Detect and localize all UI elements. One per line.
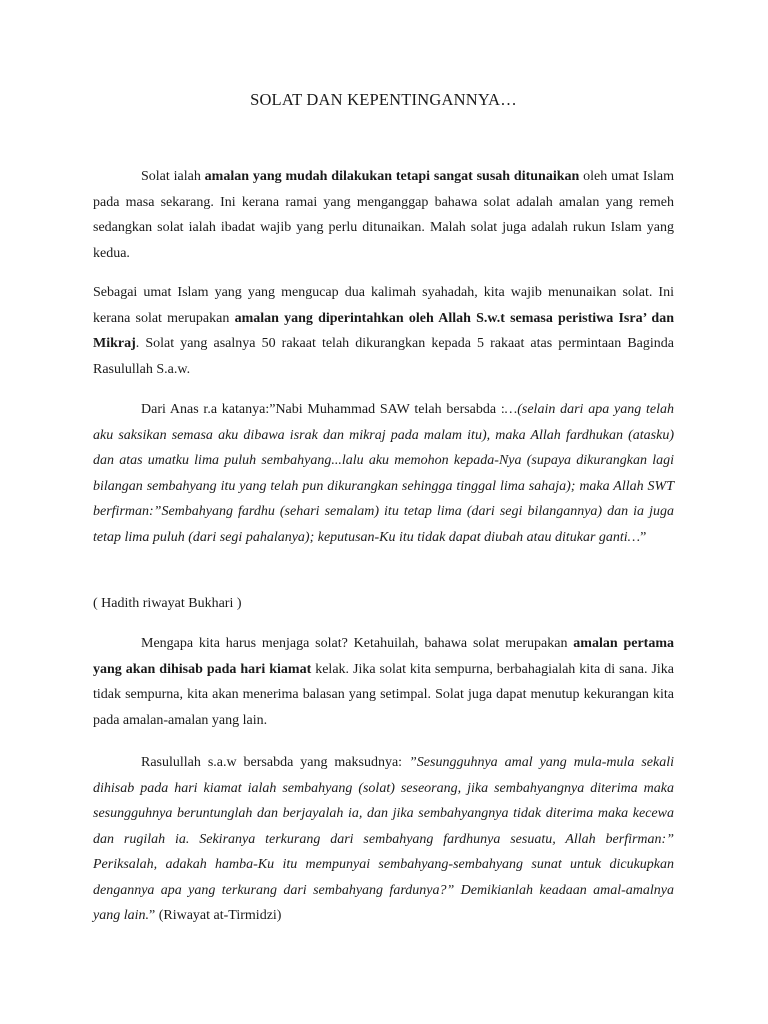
- paragraph-1-text-a: Solat ialah: [141, 169, 205, 184]
- paragraph-3-italic-quote: …(selain dari apa yang telah aku saksikan semasa aku dibawa israk dan mikraj pada malam itu), maka Allah fardhukan (atasku) dan atas umatku lima puluh sembahyang...lalu aku memohon kepada-Nya (supaya dikurangkan lagi bilangan sembahyang itu yang telah pun dikurangkan sehingga tinggal lima sahaja); maka Allah SWT berfirman:”Sembahyang fardhu (sehari semalam) itu tetap lima (dari segi bilangannya) dan ia juga tetap lima puluh (dari segi pahalanya); keputusan-Ku itu tidak dapat diubah atau ditukar ganti…: [93, 402, 674, 545]
- paragraph-5-text-c: kelak. Jika solat kita sempurna, berbahagialah kita di sana. Jika tidak sempurna, kita akan menerima balasan yang setimpal. Solat juga dapat menutup kekurangan kita pada amalan-amalan yang lain.: [93, 661, 674, 728]
- paragraph-6-italic-quote: ”Sesungguhnya amal yang mula-mula sekali dihisab pada hari kiamat ialah sembahyang (solat) seseorang, jika sembahyangnya diterima maka sesungguhnya beruntunglah dan berjayalah ia, dan jika sembahyangnya tidak diterima maka kecewa dan rugilah ia. Sekiranya terkurang dari sembahyang fardhunya sesuatu, Allah berfirman:” Periksalah, adakah hamba-Ku itu mempunyai sembahyang-sembahyang sunat untuk dicukupkan dengannya apa yang terkurang dari sembahyang fardunya?” Demikianlah keadaan amal-amalnya yang lain.: [93, 755, 674, 923]
- paragraph-3-hadith: [93, 397, 674, 550]
- paragraph-3-text-c: ”: [640, 529, 647, 545]
- paragraph-1-bold: amalan yang mudah dilakukan tetapi sangat susah ditunaikan: [204, 169, 580, 184]
- paragraph-5-bold: amalan pertama yang akan dihisab pada hari kiamat: [93, 636, 674, 677]
- paragraph-5: [93, 631, 674, 733]
- paragraph-2: [93, 280, 674, 382]
- paragraph-6-hadith: [93, 750, 674, 929]
- paragraph-1: [93, 164, 674, 266]
- paragraph-1-text-c: oleh umat Islam pada masa sekarang. Ini kerana ramai yang menganggap bahawa solat adalah amalan yang remeh sedangkan solat ialah ibadat wajib yang perlu ditunaikan. Malah solat juga adalah rukun Islam yang kedua.: [93, 169, 674, 261]
- hadith-source: ( Hadith riwayat Bukhari ): [93, 596, 242, 611]
- paragraph-5-text-a: Mengapa kita harus menjaga solat? Ketahuilah, bahawa solat merupakan: [141, 636, 574, 651]
- paragraph-6-text-c: ” (Riwayat at-Tirmidzi): [149, 908, 282, 923]
- paragraph-2-bold: amalan yang diperintahkan oleh Allah S.w.t semasa peristiwa Isra’ dan Mikraj: [93, 310, 674, 351]
- paragraph-6-text-a: Rasulullah s.a.w bersabda yang maksudnya:: [141, 755, 410, 770]
- paragraph-3-text-a: Dari Anas r.a katanya:”Nabi Muhammad SAW telah bersabda :: [141, 402, 505, 417]
- paragraph-2-text-c: . Solat yang asalnya 50 rakaat telah dikurangkan kepada 5 rakaat atas permintaan Baginda Rasulullah S.a.w.: [93, 336, 674, 377]
- document-title: SOLAT DAN KEPENTINGANNYA…: [250, 90, 517, 109]
- paragraph-2-text-a: Sebagai umat Islam yang yang mengucap dua kalimah syahadah, kita wajib menunaikan solat. Ini kerana solat merupakan: [93, 285, 674, 326]
